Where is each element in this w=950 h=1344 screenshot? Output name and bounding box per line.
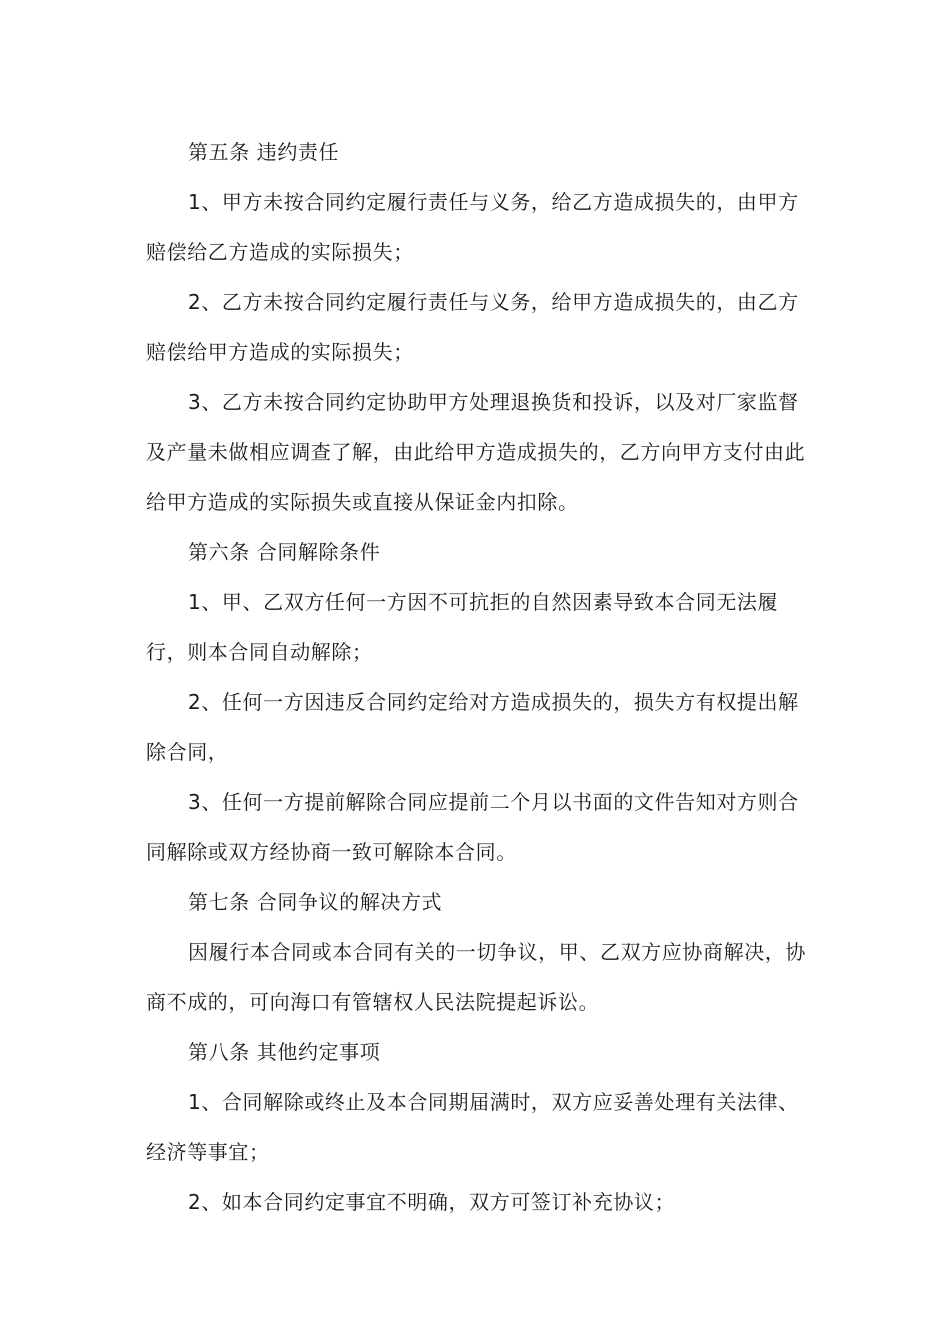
paragraph-5-1: 1、甲方未按合同约定履行责任与义务，给乙方造成损失的，由甲方赔偿给乙方造成的实际损失； xyxy=(146,190,799,264)
document-body xyxy=(146,127,808,1227)
paragraph-6-3: 3、任何一方提前解除合同应提前二个月以书面的文件告知对方则合同解除或双方经协商一致可解除本合同。 xyxy=(146,790,799,864)
section-heading-article-8: 第八条 其他约定事项 xyxy=(188,1040,381,1064)
section-heading-article-6: 第六条 合同解除条件 xyxy=(188,540,381,564)
paragraph-8-1: 1、合同解除或终止及本合同期届满时，双方应妥善处理有关法律、经济等事宜； xyxy=(146,1090,799,1164)
paragraph-7-1: 因履行本合同或本合同有关的一切争议，甲、乙双方应协商解决，协商不成的，可向海口有管辖权人民法院提起诉讼。 xyxy=(146,940,806,1014)
section-heading-article-5: 第五条 违约责任 xyxy=(188,140,340,164)
paragraph-8-2: 2、如本合同约定事宜不明确，双方可签订补充协议； xyxy=(188,1190,676,1214)
section-heading-article-7: 第七条 合同争议的解决方式 xyxy=(188,890,443,914)
paragraph-6-2: 2、任何一方因违反合同约定给对方造成损失的，损失方有权提出解除合同， xyxy=(146,690,799,764)
paragraph-5-2: 2、乙方未按合同约定履行责任与义务，给甲方造成损失的，由乙方赔偿给甲方造成的实际损失； xyxy=(146,290,799,364)
paragraph-5-3: 3、乙方未按合同约定协助甲方处理退换货和投诉，以及对厂家监督及产量未做相应调查了解，由此给甲方造成损失的，乙方向甲方支付由此给甲方造成的实际损失或直接从保证金内扣除。 xyxy=(146,390,806,514)
paragraph-6-1: 1、甲、乙双方任何一方因不可抗拒的自然因素导致本合同无法履行，则本合同自动解除； xyxy=(146,590,779,664)
